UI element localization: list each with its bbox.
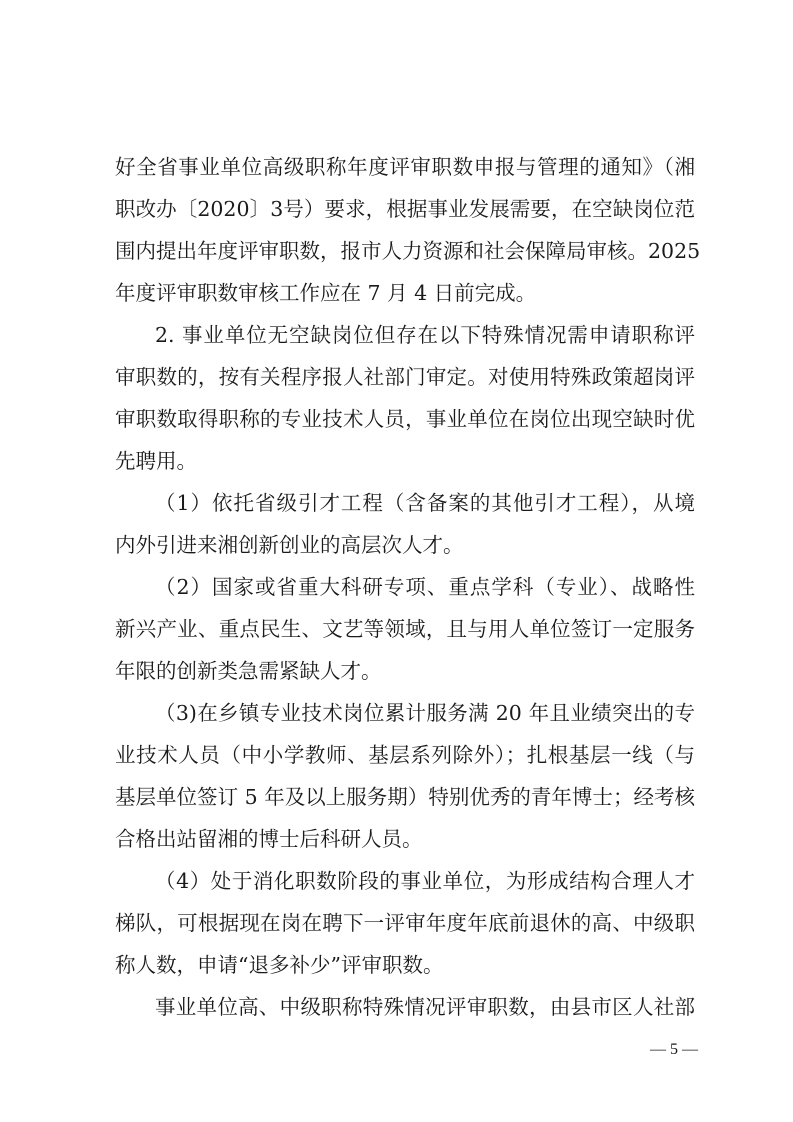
- text-line: 审职数的，按有关程序报人社部门审定。对使用特殊政策超岗评: [115, 365, 695, 389]
- paragraph: [115, 146, 701, 314]
- paragraph: [115, 482, 695, 566]
- text-line: 内外引进来湘创新创业的高层次人才。: [115, 533, 464, 557]
- text-line: 先聘用。: [115, 449, 197, 473]
- text-line: 2. 事业单位无空缺岗位但存在以下特殊情况需申请职称评: [155, 323, 695, 347]
- text-line: （4）处于消化职数阶段的事业单位，为形成结构合理人才: [155, 869, 695, 893]
- text-line: 合格出站留湘的博士后科研人员。: [115, 827, 423, 851]
- text-line: 好全省事业单位高级职称年度评审职数申报与管理的通知》（湘: [115, 155, 695, 179]
- body-text: [115, 146, 701, 1028]
- text-line: 审职数取得职称的专业技术人员，事业单位在岗位出现空缺时优: [115, 407, 695, 431]
- text-line: （2）国家或省重大科研专项、重点学科（专业）、战略性: [155, 575, 695, 599]
- paragraph: [115, 986, 695, 1028]
- page-number: — 5 —: [650, 1041, 698, 1058]
- paragraph: [115, 692, 695, 860]
- text-line: 职改办〔2020〕3号）要求，根据事业发展需要，在空缺岗位范: [115, 197, 695, 221]
- text-line: 年限的创新类急需紧缺人才。: [115, 659, 382, 683]
- text-line: （3)在乡镇专业技术岗位累计服务满 20 年且业绩突出的专: [155, 701, 695, 725]
- paragraph: [115, 314, 695, 482]
- text-line: 新兴产业、重点民生、文艺等领域，且与用人单位签订一定服务: [115, 617, 695, 641]
- text-line: 业技术人员（中小学教师、基层系列除外）；扎根基层一线（与: [115, 743, 695, 767]
- text-line: 年度评审职数审核工作应在 7 月 4 日前完成。: [115, 281, 537, 305]
- text-line: 称人数，申请“退多补少”评审职数。: [115, 953, 444, 977]
- text-line: 梯队，可根据现在岗在聘下一评审年度年底前退休的高、中级职: [115, 911, 695, 935]
- text-line: 事业单位高、中级职称特殊情况评审职数，由县市区人社部: [155, 995, 695, 1019]
- paragraph: [115, 860, 695, 986]
- text-line: （1）依托省级引才工程（含备案的其他引才工程），从境: [155, 491, 695, 515]
- text-line: 围内提出年度评审职数，报市人力资源和社会保障局审核。2025: [115, 239, 701, 263]
- text-line: 基层单位签订 5 年及以上服务期）特别优秀的青年博士；经考核: [115, 785, 695, 809]
- paragraph: [115, 566, 695, 692]
